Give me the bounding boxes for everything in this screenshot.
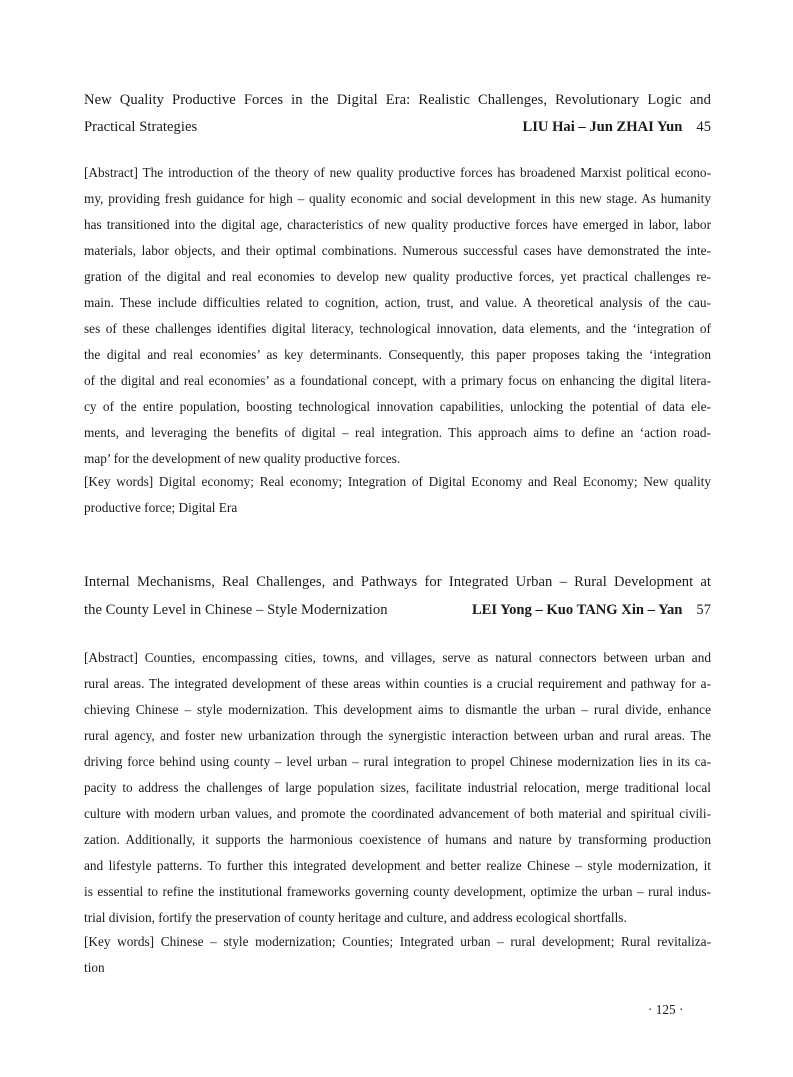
article-page-ref: 57: [696, 602, 711, 618]
abstract-line: rural areas. The integrated development of these areas within counties is a crucial requirement and pathway for a-: [84, 676, 711, 691]
article-title-line: the County Level in Chinese – Style Modernization: [84, 602, 388, 618]
keywords-label: [Key words]: [84, 474, 154, 489]
abstract-line: is essential to refine the institutional frameworks governing county development, optimize the urban – rural indus-: [84, 884, 711, 899]
abstract-line: trial division, fortify the preservation of county heritage and culture, and address ecological shortfalls.: [84, 910, 627, 925]
abstract-line: has transitioned into the digital age, characteristics of new quality productive forces have emerged in labor, labor: [84, 217, 711, 232]
keywords-line: productive force; Digital Era: [84, 500, 238, 515]
article-byline: [522, 117, 711, 137]
abstract-line: driving force behind using county – level urban – rural integration to propel Chinese modernization lies in its ca-: [84, 754, 711, 769]
page-number: · 125 ·: [648, 1002, 684, 1017]
abstract-label: [Abstract]: [84, 650, 138, 665]
abstract-line: cy of the entire population, boosting technological innovation capabilities, unlocking the potential of data ele-: [84, 399, 711, 414]
article-title-line: New Quality Productive Forces in the Digital Era: Realistic Challenges, Revolutionary Logic and: [84, 92, 711, 108]
abstract-line: materials, labor objects, and their optimal combinations. Numerous successful cases have demonstrated the inte-: [84, 243, 711, 258]
abstract-line: culture with modern urban values, and promote the coordinated advancement of both material and spiritual civili-: [84, 806, 711, 821]
abstract-line: gration of the digital and real economies to develop new quality productive forces, yet practical challenges re-: [84, 269, 711, 284]
keywords-line: [84, 932, 711, 952]
abstract-line: zation. Additionally, it supports the harmonious coexistence of humans and nature by transforming production: [84, 832, 711, 847]
abstract-line: chieving Chinese – style modernization. This development aims to dismantle the urban – rural divide, enhance: [84, 702, 711, 717]
abstract-line: the digital and real economies’ as key determinants. Consequently, this paper proposes taking the ‘integration: [84, 347, 711, 362]
abstract-line: my, providing fresh guidance for high – quality economic and social development in this new stage. As humanity: [84, 191, 711, 206]
abstract-text: Counties, encompassing cities, towns, and villages, serve as natural connectors between urban and: [144, 650, 711, 665]
abstract-line: of the digital and real economies’ as a foundational concept, with a primary focus on enhancing the digital litera-: [84, 373, 711, 388]
article-title-line: Internal Mechanisms, Real Challenges, and Pathways for Integrated Urban – Rural Development at: [84, 574, 711, 590]
abstract-line: main. These include difficulties related to cognition, action, trust, and value. A theoretical analysis of the cau-: [84, 295, 711, 310]
abstract-line: pacity to address the challenges of large population sizes, facilitate industrial relocation, merge traditional local: [84, 780, 711, 795]
abstract-line: ses of these challenges identifies digital literacy, technological innovation, data elements, and the ‘integration of: [84, 321, 711, 336]
article-page-ref: 45: [696, 119, 711, 135]
abstract-line: map’ for the development of new quality productive forces.: [84, 451, 401, 466]
abstract-line: and lifestyle patterns. To further this integrated development and better realize Chinese – style modernization, it: [84, 858, 711, 873]
abstract-line: rural agency, and foster new urbanization through the synergistic interaction between urban and rural areas. The: [84, 728, 711, 743]
abstract-line: ments, and leveraging the benefits of digital – real integration. This approach aims to define an ‘action road-: [84, 425, 711, 440]
abstract-line: [84, 163, 711, 183]
keywords-text: Chinese – style modernization; Counties; Integrated urban – rural development; Rural revitaliza-: [160, 934, 711, 949]
article-title-line: Practical Strategies: [84, 119, 198, 135]
abstract-line: [84, 648, 711, 668]
article-byline: [472, 600, 711, 620]
article-authors: LEI Yong – Kuo TANG Xin – Yan: [471, 602, 683, 618]
keywords-text: Digital economy; Real economy; Integration of Digital Economy and Real Economy; New quality: [158, 474, 711, 489]
keywords-line: tion: [84, 960, 105, 975]
abstract-label: [Abstract]: [84, 165, 138, 180]
keywords-line: [84, 472, 711, 492]
abstract-text: The introduction of the theory of new quality productive forces has broadened Marxist political econo-: [142, 165, 711, 180]
keywords-label: [Key words]: [84, 934, 155, 949]
article-authors: LIU Hai – Jun ZHAI Yun: [522, 119, 683, 135]
